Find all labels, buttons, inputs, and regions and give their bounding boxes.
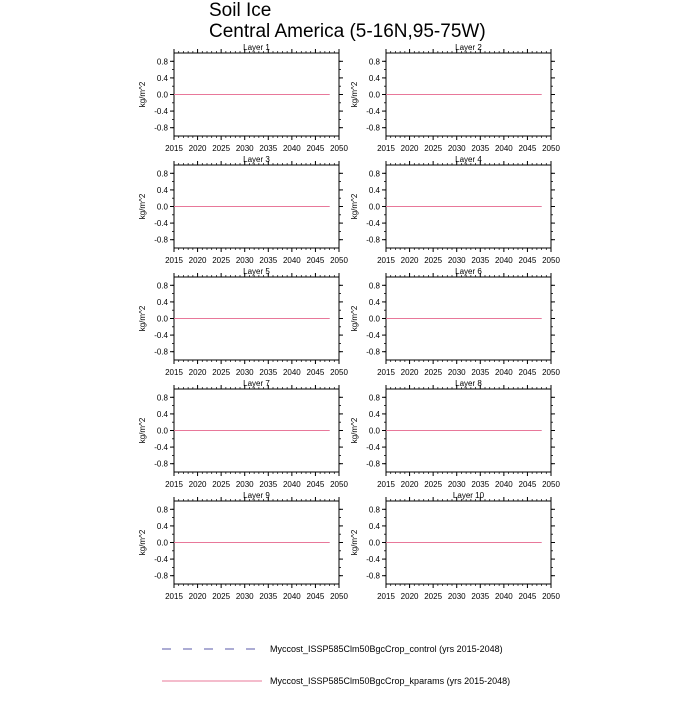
panel-5-xtick-label: 2050 [330, 368, 348, 377]
panel-4-ylabel: kg/m^2 [350, 193, 359, 220]
panel-4-ytick-label: 0.0 [368, 202, 380, 212]
panel-1-ytick-label: 0.4 [156, 73, 168, 83]
panel-9-ytick-label: 0.0 [156, 538, 168, 548]
panel-9-ylabel: kg/m^2 [138, 529, 147, 556]
panel-2-ytick-label: 0.8 [368, 57, 380, 67]
panel-8-xtick-label: 2025 [424, 480, 443, 489]
panel-3-xtick-label: 2045 [306, 256, 325, 265]
panel-5-ytick-label: -0.4 [154, 331, 168, 341]
panel-5-ytick-label: 0.0 [156, 314, 168, 324]
panel-9-title: Layer 9 [243, 491, 270, 500]
panel-6-xtick-label: 2030 [447, 368, 466, 377]
panel-9-xtick-label: 2045 [306, 592, 325, 601]
panel-10-xtick-label: 2015 [377, 592, 395, 601]
panel-1-xtick-label: 2045 [306, 144, 325, 153]
panel-5-xtick-label: 2040 [282, 368, 301, 377]
panel-2-xtick-label: 2020 [400, 144, 419, 153]
panel-8-xtick-label: 2020 [400, 480, 419, 489]
panel-1-xtick-label: 2025 [212, 144, 231, 153]
panel-5-ytick-label: 0.8 [156, 281, 168, 291]
panel-9-ytick-label: -0.8 [154, 571, 168, 581]
panel-5-ytick-label: -0.8 [154, 347, 168, 357]
panel-6-ytick-label: 0.0 [368, 314, 380, 324]
panel-7-ytick-label: -0.4 [154, 443, 168, 453]
panel-3-xtick-label: 2015 [165, 256, 183, 265]
panel-4-ytick-label: 0.8 [368, 169, 380, 179]
panel-8-xtick-label: 2015 [377, 480, 395, 489]
panel-7-ytick-label: 0.4 [156, 409, 168, 419]
panel-6-xtick-label: 2035 [471, 368, 490, 377]
panel-7-ylabel: kg/m^2 [138, 417, 147, 444]
panel-10-title: Layer 10 [452, 491, 485, 500]
panel-1-xtick-label: 2015 [165, 144, 183, 153]
panel-5-xtick-label: 2020 [188, 368, 207, 377]
panel-3-xtick-label: 2020 [188, 256, 207, 265]
panel-9-ytick-label: -0.4 [154, 555, 168, 565]
panel-7-xtick-label: 2035 [259, 480, 278, 489]
panel-2-ylabel: kg/m^2 [350, 81, 359, 108]
panel-9-ytick-label: 0.4 [156, 521, 168, 531]
panel-9-xtick-label: 2015 [165, 592, 183, 601]
panel-8-ytick-label: 0.0 [368, 426, 380, 436]
panel-8-ytick-label: 0.4 [368, 409, 380, 419]
panel-3-ytick-label: 0.4 [156, 185, 168, 195]
panel-4-xtick-label: 2025 [424, 256, 443, 265]
panel-6-xtick-label: 2040 [494, 368, 513, 377]
panel-10-ytick-label: 0.0 [368, 538, 380, 548]
panel-5-xtick-label: 2025 [212, 368, 231, 377]
panel-6-title: Layer 6 [455, 267, 482, 276]
panel-10-ytick-label: 0.8 [368, 505, 380, 515]
panel-4-xtick-label: 2040 [494, 256, 513, 265]
panel-2-title: Layer 2 [455, 43, 482, 52]
panel-2-xtick-label: 2040 [494, 144, 513, 153]
panel-6-xtick-label: 2050 [542, 368, 560, 377]
panel-4-ytick-label: 0.4 [368, 185, 380, 195]
panel-3-ytick-label: -0.8 [154, 235, 168, 245]
panel-1-title: Layer 1 [243, 43, 270, 52]
panel-8-xtick-label: 2035 [471, 480, 490, 489]
legend-control-label: Myccost_ISSP585Clm50BgcCrop_control (yrs 2015-2048) [270, 644, 503, 654]
legend-kparams-label: Myccost_ISSP585Clm50BgcCrop_kparams (yrs 2015-2048) [270, 676, 511, 686]
panel-8-xtick-label: 2040 [494, 480, 513, 489]
panel-1-ylabel: kg/m^2 [138, 81, 147, 108]
panel-2-xtick-label: 2015 [377, 144, 395, 153]
panel-9-xtick-label: 2025 [212, 592, 231, 601]
panel-2-xtick-label: 2035 [471, 144, 490, 153]
panel-3-ytick-label: 0.8 [156, 169, 168, 179]
panel-4-xtick-label: 2045 [518, 256, 537, 265]
panel-2-ytick-label: -0.8 [366, 123, 380, 133]
panel-7-title: Layer 7 [243, 379, 270, 388]
panel-3-xtick-label: 2050 [330, 256, 348, 265]
panel-2-xtick-label: 2050 [542, 144, 560, 153]
panel-2-ytick-label: 0.0 [368, 90, 380, 100]
panel-1-xtick-label: 2020 [188, 144, 207, 153]
figure-title: Soil Ice [209, 0, 272, 21]
panel-5-title: Layer 5 [243, 267, 270, 276]
panel-9-xtick-label: 2030 [235, 592, 254, 601]
panel-4-xtick-label: 2035 [471, 256, 490, 265]
panel-5-ytick-label: 0.4 [156, 297, 168, 307]
panel-9-ytick-label: 0.8 [156, 505, 168, 515]
panel-7-xtick-label: 2045 [306, 480, 325, 489]
panel-7-ytick-label: -0.8 [154, 459, 168, 469]
panel-9-xtick-label: 2040 [282, 592, 301, 601]
panel-6-ytick-label: 0.8 [368, 281, 380, 291]
panel-1-xtick-label: 2040 [282, 144, 301, 153]
panel-9-xtick-label: 2035 [259, 592, 278, 601]
panel-8-title: Layer 8 [455, 379, 482, 388]
panel-8-ytick-label: 0.8 [368, 393, 380, 403]
figure-subtitle: Central America (5-16N,95-75W) [209, 21, 486, 42]
panel-10-xtick-label: 2020 [400, 592, 419, 601]
panel-4-xtick-label: 2020 [400, 256, 419, 265]
panel-10-xtick-label: 2030 [447, 592, 466, 601]
panel-10-xtick-label: 2025 [424, 592, 443, 601]
panel-10-ytick-label: 0.4 [368, 521, 380, 531]
panel-1-ytick-label: 0.0 [156, 90, 168, 100]
panel-4-xtick-label: 2030 [447, 256, 466, 265]
panel-6-ytick-label: -0.8 [366, 347, 380, 357]
panel-1-ytick-label: 0.8 [156, 57, 168, 67]
panel-6-ytick-label: 0.4 [368, 297, 380, 307]
panel-4-xtick-label: 2050 [542, 256, 560, 265]
panel-9-xtick-label: 2050 [330, 592, 348, 601]
panel-7-xtick-label: 2050 [330, 480, 348, 489]
panel-5-xtick-label: 2015 [165, 368, 183, 377]
panel-7-ytick-label: 0.0 [156, 426, 168, 436]
panel-2-xtick-label: 2025 [424, 144, 443, 153]
panel-7-xtick-label: 2030 [235, 480, 254, 489]
panel-1-xtick-label: 2030 [235, 144, 254, 153]
panel-4-xtick-label: 2015 [377, 256, 395, 265]
panel-4-title: Layer 4 [455, 155, 482, 164]
panel-3-ylabel: kg/m^2 [138, 193, 147, 220]
panel-7-xtick-label: 2020 [188, 480, 207, 489]
panel-10-ytick-label: -0.4 [366, 555, 380, 565]
panel-7-xtick-label: 2015 [165, 480, 183, 489]
panel-2-ytick-label: 0.4 [368, 73, 380, 83]
panel-6-xtick-label: 2015 [377, 368, 395, 377]
panel-7-ytick-label: 0.8 [156, 393, 168, 403]
panel-5-xtick-label: 2045 [306, 368, 325, 377]
panel-6-xtick-label: 2025 [424, 368, 443, 377]
panel-1-xtick-label: 2035 [259, 144, 278, 153]
panel-6-ylabel: kg/m^2 [350, 305, 359, 332]
panel-4-ytick-label: -0.8 [366, 235, 380, 245]
panel-2-xtick-label: 2045 [518, 144, 537, 153]
panel-3-ytick-label: 0.0 [156, 202, 168, 212]
panel-5-ylabel: kg/m^2 [138, 305, 147, 332]
panel-1-xtick-label: 2050 [330, 144, 348, 153]
panel-10-xtick-label: 2035 [471, 592, 490, 601]
panel-6-xtick-label: 2020 [400, 368, 419, 377]
panel-2-ytick-label: -0.4 [366, 107, 380, 117]
panel-3-title: Layer 3 [243, 155, 270, 164]
panel-5-xtick-label: 2035 [259, 368, 278, 377]
panel-1-ytick-label: -0.8 [154, 123, 168, 133]
panel-4-ytick-label: -0.4 [366, 219, 380, 229]
panel-6-ytick-label: -0.4 [366, 331, 380, 341]
panel-10-xtick-label: 2040 [494, 592, 513, 601]
panel-7-xtick-label: 2025 [212, 480, 231, 489]
panel-3-xtick-label: 2025 [212, 256, 231, 265]
panel-10-xtick-label: 2045 [518, 592, 537, 601]
panel-3-xtick-label: 2030 [235, 256, 254, 265]
panel-9-xtick-label: 2020 [188, 592, 207, 601]
panel-2-xtick-label: 2030 [447, 144, 466, 153]
panel-8-xtick-label: 2030 [447, 480, 466, 489]
panel-8-xtick-label: 2045 [518, 480, 537, 489]
panel-3-ytick-label: -0.4 [154, 219, 168, 229]
panel-6-xtick-label: 2045 [518, 368, 537, 377]
panel-10-xtick-label: 2050 [542, 592, 560, 601]
panel-1-ytick-label: -0.4 [154, 107, 168, 117]
panel-10-ylabel: kg/m^2 [350, 529, 359, 556]
panel-5-xtick-label: 2030 [235, 368, 254, 377]
panel-8-ytick-label: -0.8 [366, 459, 380, 469]
panel-3-xtick-label: 2035 [259, 256, 278, 265]
panel-3-xtick-label: 2040 [282, 256, 301, 265]
panel-8-ytick-label: -0.4 [366, 443, 380, 453]
panel-7-xtick-label: 2040 [282, 480, 301, 489]
panel-10-ytick-label: -0.8 [366, 571, 380, 581]
panel-8-xtick-label: 2050 [542, 480, 560, 489]
panel-8-ylabel: kg/m^2 [350, 417, 359, 444]
